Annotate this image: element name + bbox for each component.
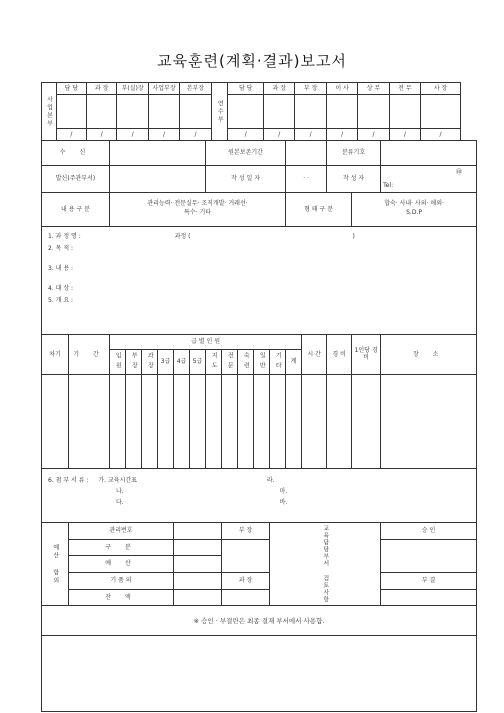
- section-head-sign-box[interactable]: [222, 589, 270, 606]
- budget-value-cell[interactable]: [174, 523, 222, 540]
- budget-row-label: 구 분: [69, 539, 174, 556]
- approve-label: 승 인: [381, 523, 477, 540]
- signature-box[interactable]: [264, 95, 295, 129]
- budget-value-cell[interactable]: [174, 589, 222, 606]
- date-slash: /: [295, 129, 326, 141]
- approve-sign-box[interactable]: [381, 539, 477, 572]
- date-slash: /: [117, 129, 148, 141]
- place-label: 장 소: [381, 335, 477, 375]
- budget-row-label: 관리번호: [69, 523, 174, 540]
- grade-cell[interactable]: [270, 374, 286, 468]
- grade-col-header: 5급: [190, 349, 206, 374]
- role-label: 부(실)장: [117, 83, 148, 95]
- form-types-line2: S.D.P: [406, 209, 422, 217]
- role-label: 부 장: [295, 83, 326, 95]
- grade-col-header: 4급: [174, 349, 190, 374]
- dept-head-label: 부 장: [222, 523, 270, 540]
- course-details-section[interactable]: [42, 226, 477, 335]
- signature-box[interactable]: [421, 95, 461, 129]
- written-date-label: 작 성 일 자: [206, 166, 286, 193]
- signature-box[interactable]: [228, 95, 264, 129]
- grade-col-header: 계: [286, 349, 302, 374]
- signature-box[interactable]: [148, 95, 179, 129]
- signature-box[interactable]: [389, 95, 420, 129]
- grade-col-header: 전문: [222, 349, 238, 374]
- per-person-cost-label: 1인당 경비: [352, 335, 381, 375]
- course-word: 과정 (: [174, 232, 191, 240]
- recipient-label: 수 신: [42, 141, 110, 166]
- grade-headcount-header: 급 별 인 원: [110, 335, 302, 350]
- course-close-paren: ): [352, 232, 355, 240]
- grade-col-header: 3급: [158, 349, 174, 374]
- form-type-label: 형 태 구 분: [286, 193, 352, 226]
- training-dept-review-label: 교육담당부서 검토사항: [270, 523, 381, 606]
- date-slash: /: [180, 129, 211, 141]
- role-label: 본부장: [180, 83, 211, 95]
- date-slash: /: [87, 129, 117, 141]
- date-slash: /: [389, 129, 420, 141]
- attachment-row: [48, 477, 476, 488]
- per-person-cell[interactable]: [352, 374, 381, 468]
- attachments-section[interactable]: [42, 468, 477, 522]
- attachment-item: 다.: [116, 498, 124, 506]
- grade-cell[interactable]: [286, 374, 302, 468]
- sender-label: 발신(주관부서): [42, 166, 110, 193]
- budget-row-label: 잔 액: [69, 589, 174, 606]
- session-label: 차기: [42, 335, 69, 375]
- grade-cell[interactable]: [238, 374, 254, 468]
- form-type-options[interactable]: [352, 193, 477, 226]
- grade-cell[interactable]: [254, 374, 270, 468]
- date-slash: /: [264, 129, 295, 141]
- grade-col-header: 임원: [110, 349, 126, 374]
- dept-head-sign-box[interactable]: [222, 539, 270, 572]
- date-slash: /: [358, 129, 389, 141]
- signature-box[interactable]: [87, 95, 117, 129]
- grade-cell[interactable]: [174, 374, 190, 468]
- target-label: 4. 대 상 :: [48, 284, 74, 292]
- content-type-options[interactable]: [110, 193, 286, 226]
- grade-col-header: 기타: [270, 349, 286, 374]
- training-dept-label: 연수부: [211, 83, 228, 141]
- main-form-table: [41, 140, 477, 712]
- seal-mark: ㊞: [456, 169, 463, 177]
- attachment-item: 바.: [279, 498, 288, 506]
- business-division-label: 사업본부: [42, 83, 57, 141]
- role-label: 담 당: [56, 83, 86, 95]
- document-title: 교육훈련(계획·결과)보고서: [157, 52, 347, 70]
- tel-label: Tel:: [383, 181, 394, 189]
- period-cell[interactable]: [69, 374, 110, 468]
- section-head-label: 과 장: [222, 573, 270, 590]
- date-slash: /: [326, 129, 357, 141]
- bottom-blank-area: [42, 635, 477, 711]
- grade-col-header: 부장: [126, 349, 142, 374]
- grade-cell[interactable]: [158, 374, 174, 468]
- role-label: 과 장: [264, 83, 295, 95]
- classification-field[interactable]: [381, 141, 477, 166]
- signature-box[interactable]: [295, 95, 326, 129]
- attachment-item: 라.: [266, 476, 275, 484]
- attachment-row: [48, 499, 476, 510]
- role-label: 사업부장: [148, 83, 179, 95]
- role-label: 이 사: [326, 83, 357, 95]
- budget-value-cell[interactable]: [174, 573, 222, 590]
- attachment-row: [48, 488, 476, 499]
- signature-box[interactable]: [117, 95, 148, 129]
- signature-box[interactable]: [56, 95, 86, 129]
- role-label: 사 장: [421, 83, 461, 95]
- time-label: 시 간: [302, 335, 327, 375]
- course-name-label: 1. 과 정 명 :: [48, 232, 81, 240]
- grade-cell[interactable]: [110, 374, 126, 468]
- content-types-line1: 관리능력· 전문실무· 조직개발· 거래선·: [147, 200, 248, 208]
- content-label: 3. 내 용 :: [48, 264, 74, 272]
- signature-box[interactable]: [180, 95, 211, 129]
- signature-box[interactable]: [358, 95, 389, 129]
- date-slash: /: [148, 129, 179, 141]
- date-slash: /: [56, 129, 86, 141]
- grade-col-header: 지도: [206, 349, 222, 374]
- budget-row-label: 기 품 의: [69, 573, 174, 590]
- footer-note: ※ 승인 · 부결란은 최종 결재 부서에서 사용함.: [42, 606, 477, 635]
- attachments-label: 6. 첨 부 서 류 :: [48, 476, 89, 484]
- cost-label: 경 비: [327, 335, 352, 375]
- grade-col-header: 일반: [254, 349, 270, 374]
- reject-label: 부 결: [381, 573, 477, 590]
- date-slash: /: [228, 129, 264, 141]
- role-label: 전 무: [389, 83, 420, 95]
- cost-cell[interactable]: [327, 374, 352, 468]
- date-slash: /: [421, 129, 461, 141]
- budget-value-cell[interactable]: [174, 556, 222, 573]
- signature-box[interactable]: [326, 95, 357, 129]
- approval-table: [41, 82, 461, 141]
- retention-field[interactable]: [286, 141, 327, 166]
- recipient-field[interactable]: [110, 141, 206, 166]
- purpose-label: 2. 목 적 :: [48, 244, 74, 252]
- budget-agreement-label: 예산 합의: [42, 523, 69, 606]
- reject-sign-box[interactable]: [381, 589, 477, 606]
- retention-label: 원본보존기간: [206, 141, 286, 166]
- grade-col-header: 숙련: [238, 349, 254, 374]
- attachment-item: 마.: [279, 487, 288, 495]
- content-type-label: 내 용 구 분: [42, 193, 110, 226]
- written-date-field[interactable]: · ·: [286, 166, 327, 193]
- grade-cell[interactable]: [126, 374, 142, 468]
- budget-value-cell[interactable]: [174, 539, 222, 556]
- author-label: 작 성 자: [327, 166, 381, 193]
- content-types-line2: 특수· 기타: [184, 209, 212, 217]
- grade-col-header: 과장: [142, 349, 158, 374]
- place-cell[interactable]: [381, 374, 477, 468]
- role-label: 상 무: [358, 83, 389, 95]
- author-field[interactable]: [381, 166, 477, 193]
- period-label: 기 간: [69, 335, 110, 375]
- attachment-item: 가. 교육시간표: [98, 476, 137, 484]
- grade-cell[interactable]: [142, 374, 158, 468]
- grade-cell[interactable]: [222, 374, 238, 468]
- course-name-row: [48, 233, 476, 245]
- classification-label: 분류기호: [327, 141, 381, 166]
- sender-field[interactable]: [110, 166, 206, 193]
- role-label: 과 장: [87, 83, 117, 95]
- budget-row-label: 예 산: [69, 556, 174, 573]
- session-cell[interactable]: [42, 374, 69, 468]
- attachment-item: 나.: [116, 487, 124, 495]
- form-types-line1: 합숙· 사내· 사외· 해외·: [384, 200, 444, 208]
- time-cell[interactable]: [302, 374, 327, 468]
- overview-label: 5. 개 요 :: [48, 296, 74, 304]
- grade-cell[interactable]: [206, 374, 222, 468]
- grade-cell[interactable]: [190, 374, 206, 468]
- role-label: 담 당: [228, 83, 264, 95]
